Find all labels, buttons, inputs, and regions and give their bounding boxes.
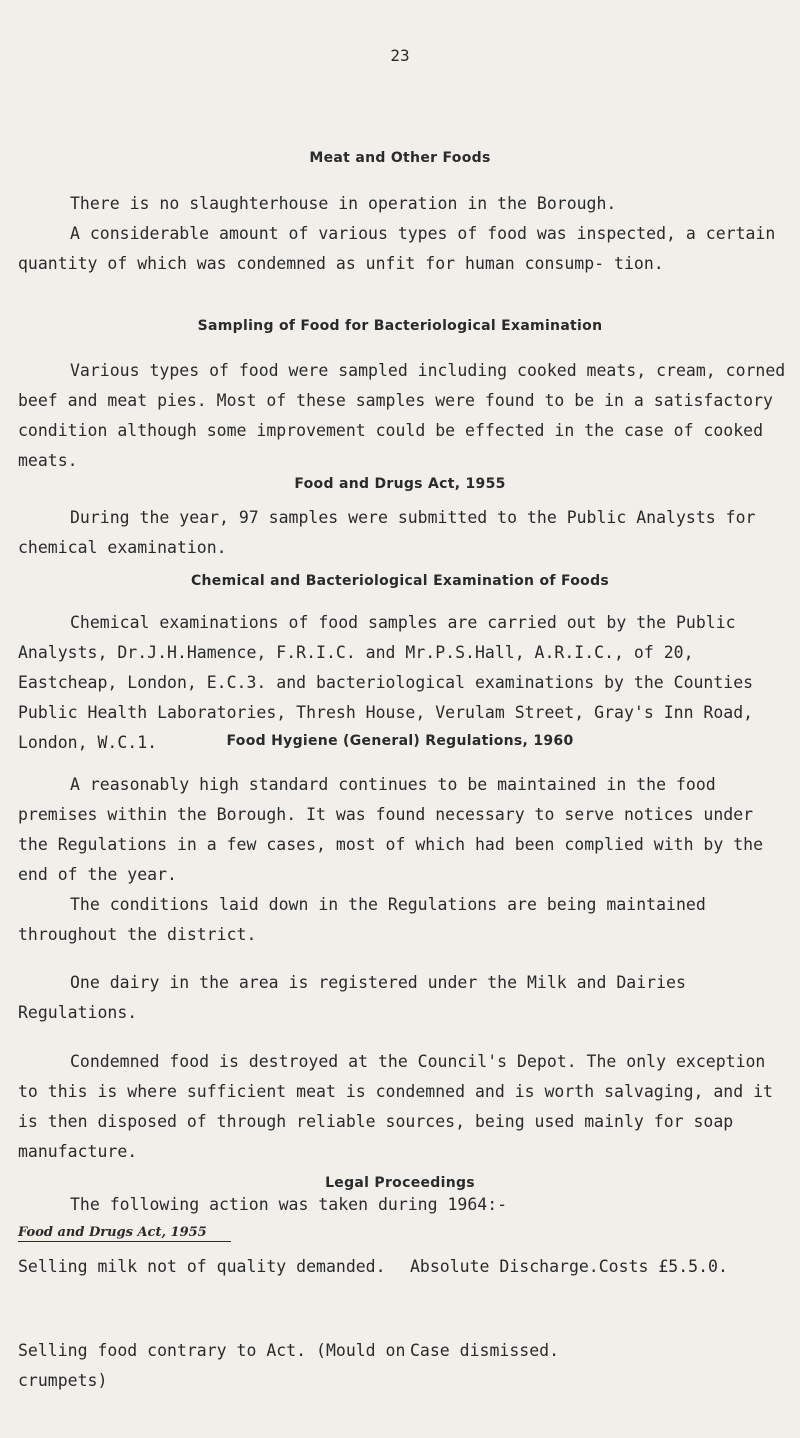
paragraph-chemical-examinations: Chemical examinations of food samples are carried out by the Public Analysts, Dr.J.H.Hamence, F.R.I.C. and Mr.P.S.Hall, A.R.I.C., of 20, Eastcheap, London, E.C.3. and bacteriological examinations by the Counties Public Health Laboratories, Thresh House, Verulam Street, Gray's Inn Road, London, W.C.1.: [18, 613, 754, 752]
case-offence: Selling milk not of quality demanded.: [18, 1257, 386, 1276]
case-outcome: Absolute Discharge.Costs £5.5.0.: [410, 1257, 728, 1276]
case-outcome: Case dismissed.: [410, 1341, 560, 1360]
subheading-food-and-drugs-act: Food and Drugs Act, 1955: [18, 1225, 231, 1242]
paragraph-samples-submitted: During the year, 97 samples were submitted to the Public Analysts for chemical examination.: [18, 508, 756, 557]
paragraph-hygiene-standard: A reasonably high standard continues to be maintained in the food premises within the Borough. It was found necessary to serve notices under the Regulations in a few cases, most of which had been complied with by the end of the year.: [18, 775, 764, 884]
heading-food-hygiene-regulations: Food Hygiene (General) Regulations, 1960: [226, 733, 574, 749]
heading-chemical-bacteriological: Chemical and Bacteriological Examination of Foods: [190, 573, 610, 589]
heading-legal-proceedings: Legal Proceedings: [325, 1175, 475, 1191]
paragraph-condemned-food: Condemned food is destroyed at the Council's Depot. The only exception to this is where sufficient meat is condemned and is worth salvaging, and it is then disposed of through reliable sources, being used mainly for soap manufacture.: [18, 1052, 773, 1161]
case-offence: Selling food contrary to Act. (Mould on crumpets): [18, 1341, 406, 1390]
heading-food-and-drugs-act: Food and Drugs Act, 1955: [294, 476, 506, 492]
paragraph-no-slaughterhouse: There is no slaughterhouse in operation in the Borough.: [70, 194, 617, 213]
paragraph-dairy-registered: One dairy in the area is registered under the Milk and Dairies Regulations.: [18, 973, 686, 1022]
paragraph-sampling: Various types of food were sampled including cooked meats, cream, corned beef and meat pies. Most of these samples were found to be in a satisfactory condition although some improvement could be effected in the case of cooked meats.: [18, 361, 786, 470]
paragraph-conditions-maintained: The conditions laid down in the Regulations are being maintained throughout the district.: [18, 895, 706, 944]
heading-meat-and-other-foods: Meat and Other Foods: [309, 150, 491, 166]
page-number: 23: [390, 46, 410, 65]
paragraph-action-taken: The following action was taken during 1964:-: [70, 1195, 508, 1214]
heading-sampling-bacteriological: Sampling of Food for Bacteriological Examination: [197, 318, 603, 334]
paragraph-food-inspected: A considerable amount of various types of food was inspected, a certain quantity of which was condemned as unfit for human consump- tion.: [18, 224, 776, 273]
